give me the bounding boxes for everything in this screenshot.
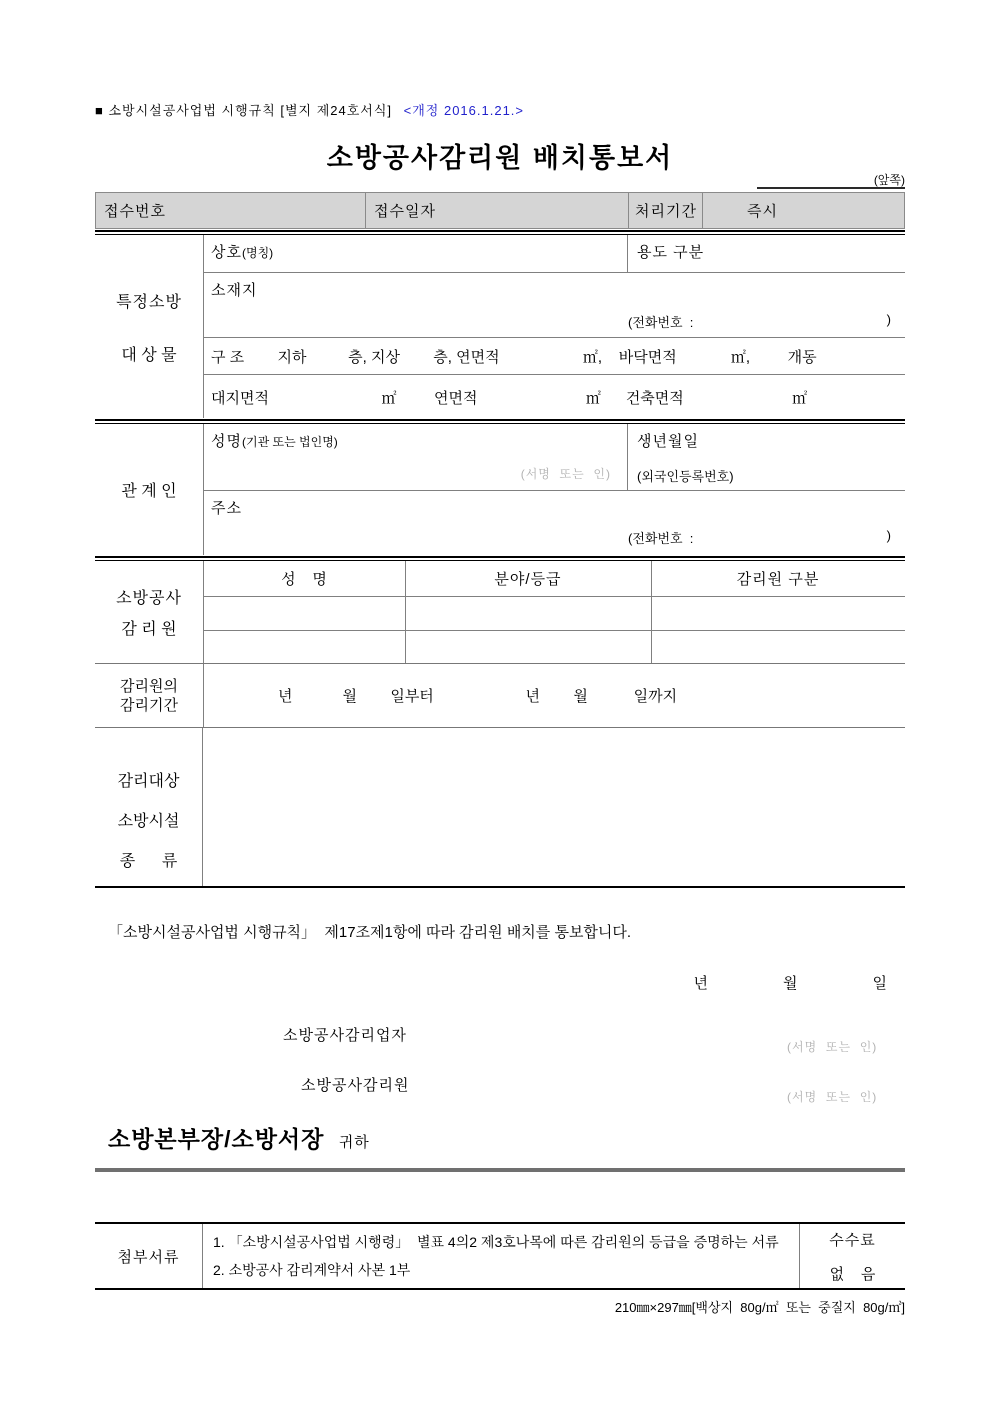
signer-supervisor-label: 소방공사감리원 xyxy=(301,1077,410,1094)
owner-name-cell xyxy=(203,424,628,490)
attachments-list-cell xyxy=(203,1224,800,1288)
supervisor-section xyxy=(95,561,905,663)
target-object-label-line2: 대 상 물 xyxy=(121,346,177,364)
supervisor-header-row xyxy=(203,561,905,597)
target-object-label-line1: 특정소방 xyxy=(116,293,182,311)
receipt-no-label: 접수번호 xyxy=(104,203,166,220)
receipt-row xyxy=(95,192,905,229)
owner-foreign-id-label: (외국인등록번호) xyxy=(637,469,734,484)
owner-phone-close: ) xyxy=(886,528,891,543)
thick-divider xyxy=(95,1168,905,1172)
target-object-label xyxy=(95,235,204,418)
signer-supervisor-sign-hint: (서명 또는 인) xyxy=(787,1090,878,1104)
supervisor-col-type-label: 감리원 구분 xyxy=(736,571,820,588)
owner-label: 관 계 인 xyxy=(121,483,177,500)
supervision-period-content xyxy=(203,664,905,727)
recipient-suffix: 귀하 xyxy=(338,1134,370,1151)
process-period-value: 즉시 xyxy=(747,203,778,220)
owner-name-row xyxy=(203,424,905,491)
target-phone-line xyxy=(628,312,891,331)
owner-address-label: 주소 xyxy=(211,500,242,517)
revision-note: <개정 2016.1.21.> xyxy=(403,103,525,118)
target-address-label: 소재지 xyxy=(211,282,258,299)
target-name-label: 상호 xyxy=(211,244,242,261)
owner-name-sublabel: (기관 또는 법인명) xyxy=(241,435,338,449)
attachments-table xyxy=(95,1222,905,1290)
attachments-label: 첨부서류 xyxy=(117,1248,180,1266)
target-object-section xyxy=(95,235,905,418)
form-reference-text: ■ 소방시설공사업법 시행규칙 [별지 제24호서식] xyxy=(95,103,393,118)
target-object-content xyxy=(203,235,905,418)
page-side-label: (앞쪽) xyxy=(873,173,905,187)
target-area-text: 대지면적 ㎡ 연면적 ㎡ 건축면적 ㎡ xyxy=(211,389,808,407)
supervisor-row-blank xyxy=(203,597,905,630)
receipt-date-cell xyxy=(366,193,629,228)
facility-type-label-line2: 소방시설 xyxy=(117,813,180,830)
target-structure-row xyxy=(203,338,905,375)
attachment-item: 1. 「소방시설공사업법 시행령」 별표 4의2 제3호나목에 따른 감리원의 등급을 증명하는 서류 xyxy=(213,1234,779,1250)
notification-statement: 「소방시설공사업법 시행규칙」 제17조제1항에 따라 감리원 배치를 통보합니다. xyxy=(108,924,632,941)
target-phone-close: ) xyxy=(886,312,891,327)
paper-spec-footer: 210㎜×297㎜[백상지 80g/㎡ 또는 중질지 80g/㎡] xyxy=(614,1300,905,1315)
facility-type-label-line1: 감리대상 xyxy=(117,773,180,790)
supervisor-col-type xyxy=(651,561,905,596)
target-name-cell xyxy=(203,235,628,272)
supervisor-label-line2: 감 리 원 xyxy=(121,621,177,638)
owner-birth-cell xyxy=(629,424,905,490)
target-address-row xyxy=(203,273,905,338)
supervisor-col-name xyxy=(203,561,405,596)
fee-label: 수수료 xyxy=(829,1231,876,1249)
owner-phone-line xyxy=(628,528,891,547)
target-phone-label: (전화번호 : xyxy=(628,315,694,330)
recipient-line xyxy=(108,1121,370,1154)
facility-type-section xyxy=(95,728,905,888)
receipt-no-cell xyxy=(96,193,366,228)
signer-agency-label: 소방공사감리업자 xyxy=(283,1027,407,1044)
supervision-period-label-line1: 감리원의 xyxy=(120,677,178,695)
owner-name-label: 성명 xyxy=(211,433,242,450)
recipient-title: 소방본부장/소방서장 xyxy=(108,1126,325,1152)
target-use-label: 용도 구분 xyxy=(637,244,705,261)
supervision-period-value: 년 월 일부터 년 월 일까지 xyxy=(278,688,678,705)
supervision-period-label-line2: 감리기간 xyxy=(120,696,178,714)
owner-sign-hint: (서명 또는 인) xyxy=(520,467,611,481)
facility-type-label-col xyxy=(95,728,203,886)
attachment-item: 2. 소방공사 감리계약서 사본 1부 xyxy=(213,1262,411,1278)
owner-phone-label: (전화번호 : xyxy=(628,531,694,546)
attachments-label-cell xyxy=(95,1224,203,1288)
date-line: 년 월 일 xyxy=(693,975,887,992)
owner-section xyxy=(95,424,905,555)
owner-content xyxy=(203,424,905,555)
target-name-sublabel: (명칭) xyxy=(241,246,274,260)
supervisor-col-name-label: 성 명 xyxy=(281,571,327,588)
facility-type-label-line3: 종 류 xyxy=(119,853,178,870)
supervisor-label-col xyxy=(95,561,204,663)
supervisor-col-grade-label: 분야/등급 xyxy=(494,571,562,588)
target-structure-text: 구 조 지하 층, 지상 층, 연면적 ㎡, 바닥면적 ㎡, 개동 xyxy=(211,348,817,366)
owner-label-col xyxy=(95,424,204,555)
supervisor-table xyxy=(203,561,905,663)
process-period-label: 처리기간 xyxy=(635,203,697,220)
form-reference-line xyxy=(95,100,524,119)
supervision-period-section xyxy=(95,664,905,727)
process-period-value-cell xyxy=(703,193,904,228)
form-title: 소방공사감리원 배치통보서 xyxy=(326,143,674,173)
fee-value: 없 음 xyxy=(829,1265,876,1283)
supervision-period-label-col xyxy=(95,664,204,727)
owner-address-row xyxy=(203,491,905,555)
target-use-cell xyxy=(629,235,905,272)
signer-agency-sign-hint: (서명 또는 인) xyxy=(787,1040,878,1054)
process-period-cell xyxy=(629,193,703,228)
page-side-underline xyxy=(757,187,905,189)
target-area-row xyxy=(203,376,905,418)
fee-cell xyxy=(800,1224,905,1288)
owner-birth-label: 생년월일 xyxy=(637,433,699,450)
supervisor-col-grade xyxy=(405,561,651,596)
supervisor-label-line1: 소방공사 xyxy=(116,590,182,607)
facility-type-content xyxy=(203,728,905,886)
receipt-date-label: 접수일자 xyxy=(374,203,436,220)
owner-name-label-wrap xyxy=(211,430,338,451)
supervisor-row-blank xyxy=(203,631,905,663)
target-name-row xyxy=(203,235,905,273)
